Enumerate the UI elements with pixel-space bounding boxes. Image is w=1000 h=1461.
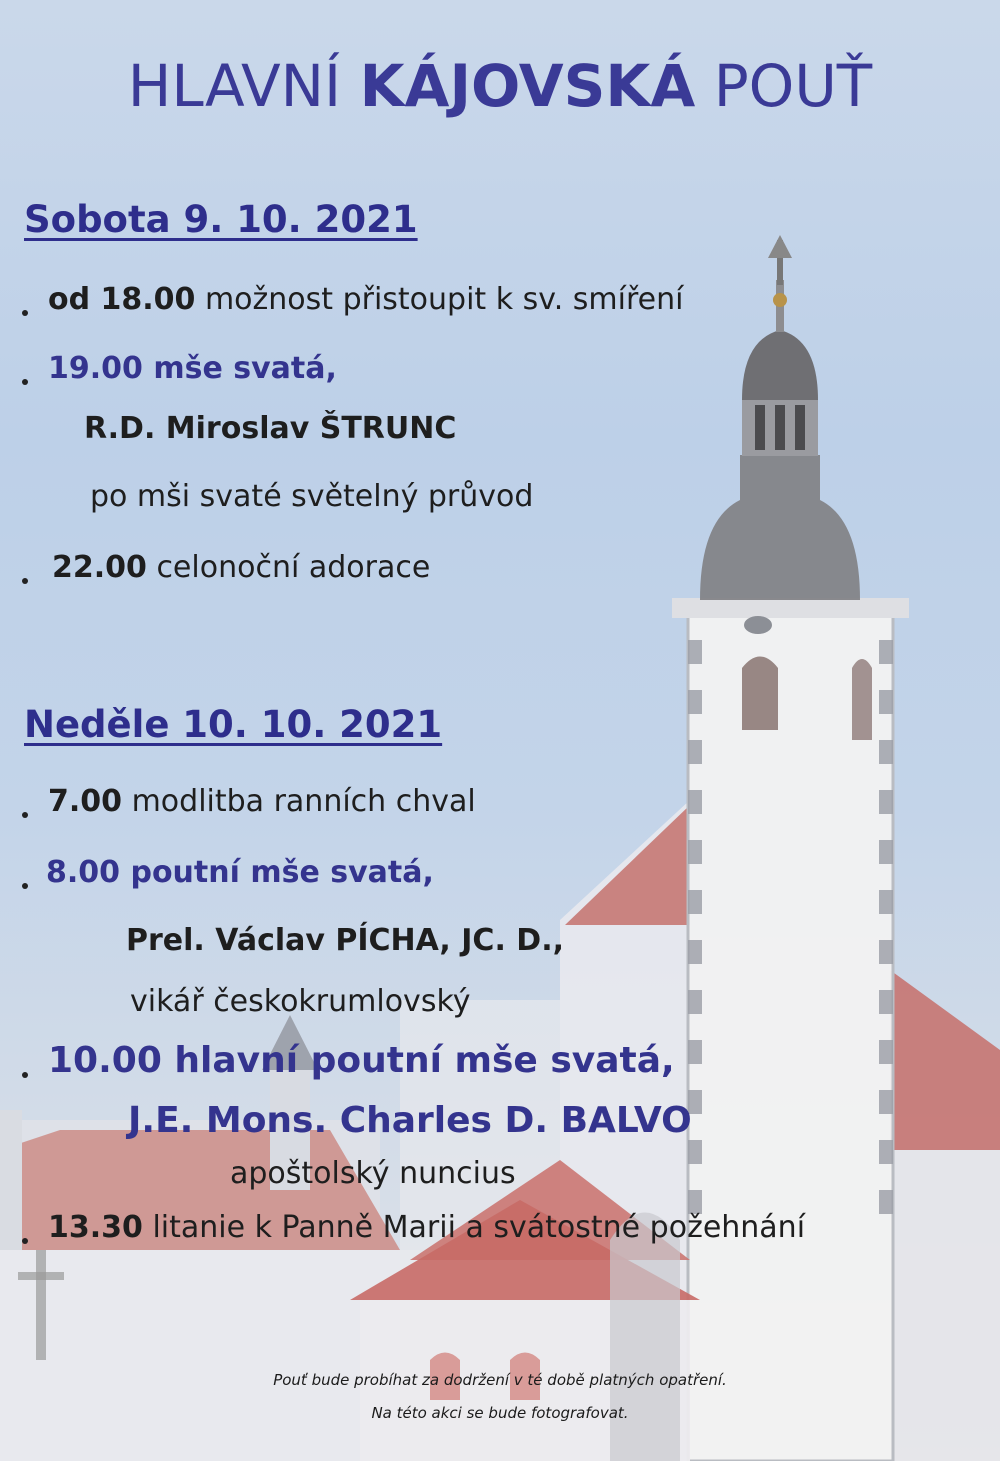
saturday-item-confession: od 18.00 možnost přistoupit k sv. smíření [48,282,684,317]
bullet [22,379,28,385]
bullet [22,812,28,818]
sunday-item-mass-8: 8.00 poutní mše svatá, [46,855,434,890]
sunday-celebrant-1-role: vikář českokrumlovský [130,984,471,1019]
bullet [22,1238,28,1244]
sunday-celebrant-1: Prel. Václav PÍCHA, JC. D., [126,923,564,958]
bullet [22,883,28,889]
sunday-item-lauds: 7.00 modlitba ranních chval [48,784,476,819]
saturday-heading: Sobota 9. 10. 2021 [24,198,418,241]
sunday-celebrant-2-role: apoštolský nuncius [230,1156,516,1191]
sunday-item-litany: 13.30 litanie k Panně Marii a svátostné požehnání [48,1210,806,1245]
saturday-celebrant: R.D. Miroslav ŠTRUNC [84,411,457,446]
bullet [22,310,28,316]
sunday-item-main-mass: 10.00 hlavní poutní mše svatá, [48,1040,675,1081]
bullet [22,1072,28,1078]
bullet [22,578,28,584]
saturday-item-mass: 19.00 mše svatá, [48,351,337,386]
poster-title: HLAVNÍ KÁJOVSKÁ POUŤ [127,52,873,120]
footer-note-photography: Na této akci se bude fotografovat. [371,1404,629,1422]
sunday-heading: Neděle 10. 10. 2021 [24,703,443,746]
footer-note-measures: Pouť bude probíhat za dodržení v té době platných opatření. [273,1371,727,1389]
sunday-celebrant-2: J.E. Mons. Charles D. BALVO [128,1100,692,1141]
saturday-procession: po mši svaté světelný průvod [90,479,534,514]
saturday-item-adoration: 22.00 celonoční adorace [52,550,431,585]
